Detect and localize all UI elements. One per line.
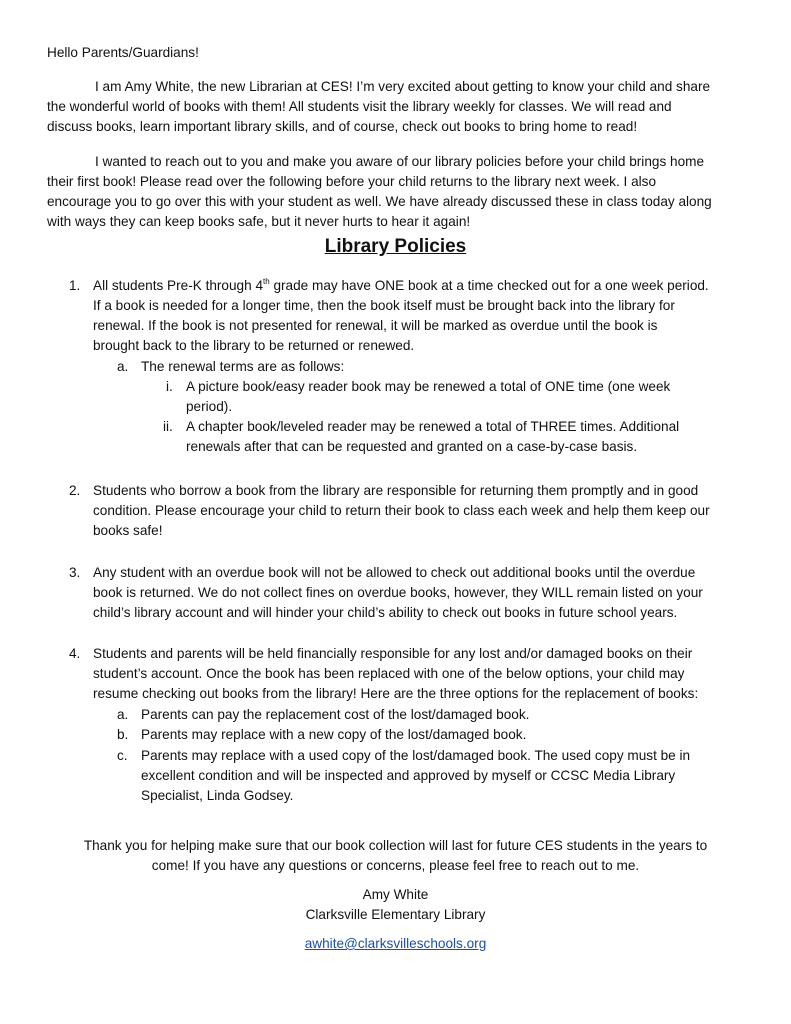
policy-4b-text: Parents may replace with a new copy of the lost/damaged book. (141, 727, 527, 742)
closing-line-2: come! If you have any questions or concerns, please feel free to reach out to me. (151, 858, 640, 873)
policy-1-line-3: renewal. If the book is not presented for renewal, it will be marked as overdue until the book is (93, 318, 658, 333)
policy-3-number: 3. (69, 565, 81, 580)
policy-1-line-4: brought back to the library to be returned or renewed. (93, 338, 415, 353)
ordinal-superscript: th (263, 277, 270, 286)
reach-out-line-1: I wanted to reach out to you and make you aware of our library policies before your child brings home (95, 154, 705, 169)
policy-2-line-1: Students who borrow a book from the library are responsible for returning them promptly and in good (93, 483, 699, 498)
closing-line-1: Thank you for helping make sure that our book collection will last for future CES students in the years to (83, 838, 708, 853)
intro-line-3: discuss books, learn important library skills, and of course, check out books to bring home to read! (47, 119, 638, 134)
reach-out-line-4: with ways they can keep books safe, but it never hurts to hear it again! (47, 214, 471, 229)
policy-2-number: 2. (69, 483, 81, 498)
policy-4c-marker: c. (117, 748, 128, 763)
policy-1a-ii-line-1: A chapter book/leveled reader may be renewed a total of THREE times. Additional (186, 419, 680, 434)
email-link[interactable]: awhite@clarksvilleschools.org (304, 936, 487, 951)
policy-1a-ii-line-2: renewals after that can be requested and granted on a case-by-case basis. (186, 439, 638, 454)
policy-4-line-2: student’s account. Once the book has been replaced with one of the below options, your child may (93, 666, 685, 681)
policy-1a-text: The renewal terms are as follows: (141, 359, 345, 374)
policy-1a-i-marker: i. (166, 379, 173, 394)
policy-4-number: 4. (69, 646, 81, 661)
signature-email-wrapper (0, 934, 791, 954)
policy-1-line-2: If a book is needed for a longer time, then the book itself must be brought back into the library for (93, 298, 675, 313)
policy-3-line-3: child’s library account and will hinder your child’s ability to check out books in future school years. (93, 605, 678, 620)
reach-out-line-3: encourage you to go over this with your student as well. We have already discussed these in class today along (47, 194, 712, 209)
policy-4-line-3: resume checking out books from the library! Here are the three options for the replacement of books: (93, 686, 699, 701)
policy-4-line-1: Students and parents will be held financially responsible for any lost and/or damaged books on their (93, 646, 693, 661)
intro-line-1: I am Amy White, the new Librarian at CES! I’m very excited about getting to know your child and share (95, 79, 711, 94)
policy-1-line-1: All students Pre-K through 4th grade may have ONE book at a time checked out for a one week period. (93, 277, 709, 293)
policies-title: Library Policies (324, 236, 467, 257)
policy-1a-ii-marker: ii. (163, 419, 173, 434)
policy-3-line-2: book is returned. We do not collect fines on overdue books, however, they WILL remain listed on your (93, 585, 703, 600)
policy-1-number: 1. (69, 278, 81, 293)
policy-1a-i-line-1: A picture book/easy reader book may be renewed a total of ONE time (one week (186, 379, 671, 394)
policy-4a-marker: a. (117, 707, 129, 722)
policy-2-line-3: books safe! (93, 523, 163, 538)
policy-1a-marker: a. (117, 359, 129, 374)
policy-3-line-1: Any student with an overdue book will not be allowed to check out additional books until the overdue (93, 565, 696, 580)
policy-4a-text: Parents can pay the replacement cost of the lost/damaged book. (141, 707, 530, 722)
policy-4c-line-3: Specialist, Linda Godsey. (141, 788, 294, 803)
policy-2-line-2: condition. Please encourage your child to return their book to class each week and help them keep our (93, 503, 710, 518)
policy-1a-i-line-2: period). (186, 399, 233, 414)
signature-organization: Clarksville Elementary Library (305, 907, 486, 922)
intro-line-2: the wonderful world of books with them! All students visit the library weekly for classes. We will read and (47, 99, 672, 114)
policy-4c-line-2: excellent condition and will be inspected and approved by myself or CCSC Media Library (141, 768, 676, 783)
reach-out-line-2: their first book! Please read over the following before your child returns to the library next week. I also (47, 174, 657, 189)
signature-name: Amy White (362, 887, 429, 902)
policy-4c-line-1: Parents may replace with a used copy of the lost/damaged book. The used copy must be in (141, 748, 691, 763)
policy-4b-marker: b. (117, 727, 129, 742)
greeting: Hello Parents/Guardians! (47, 45, 199, 60)
